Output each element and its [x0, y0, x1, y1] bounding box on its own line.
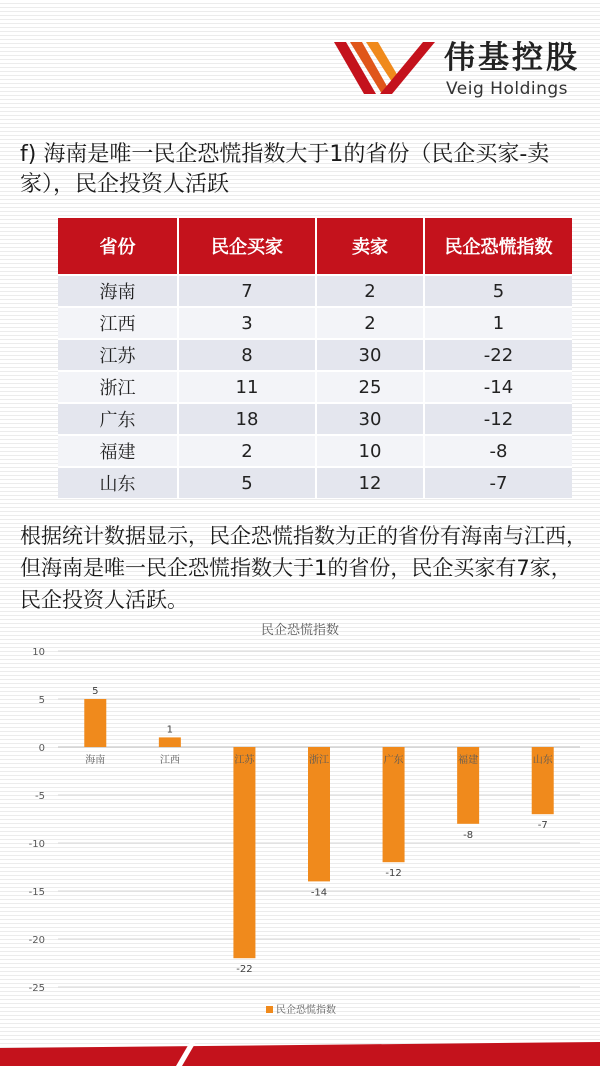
table-cell: 25 [316, 371, 424, 403]
bar [84, 699, 106, 747]
category-label: 江西 [159, 755, 180, 766]
y-tick-label: -10 [28, 839, 45, 850]
category-label: 海南 [85, 755, 106, 766]
table-cell: 福建 [58, 435, 178, 467]
y-tick-label: -25 [28, 983, 45, 994]
brand-name-en: Veig Holdings [446, 79, 569, 99]
category-label: 广东 [383, 755, 404, 766]
bar [308, 747, 330, 881]
table-cell: 5 [178, 467, 316, 498]
table-cell: 3 [178, 307, 316, 339]
legend-label: 民企恐慌指数 [276, 1005, 336, 1016]
y-tick-label: -5 [35, 791, 45, 802]
table-cell: 山东 [58, 467, 178, 498]
table-row [58, 435, 572, 467]
table-cell: 江西 [58, 307, 178, 339]
chart-bars [84, 699, 553, 958]
panic-index-chart [0, 612, 600, 1032]
category-label: 江苏 [234, 755, 255, 766]
veig-logo-icon [332, 38, 437, 96]
table-cell: 浙江 [58, 371, 178, 403]
table-cell: 18 [178, 403, 316, 435]
chart-category-labels [85, 753, 552, 766]
column-header: 民企恐慌指数 [424, 218, 572, 275]
data-label: -7 [537, 820, 548, 832]
table-cell: 5 [424, 275, 572, 307]
section-heading: f) 海南是唯一民企恐慌指数大于1的省份（民企买家-卖家），民企投资人活跃 [20, 142, 550, 197]
table-cell: 11 [178, 371, 316, 403]
y-tick-label: 10 [32, 647, 45, 658]
y-tick-label: -15 [28, 887, 45, 898]
data-label: -22 [236, 964, 253, 976]
category-label: 浙江 [309, 755, 329, 766]
legend-swatch [266, 1006, 273, 1013]
table-cell: -14 [424, 371, 572, 403]
table-cell: 10 [316, 435, 424, 467]
data-label: -14 [310, 887, 328, 899]
table-cell: 海南 [58, 275, 178, 307]
table-row [58, 467, 572, 498]
table-cell: -7 [424, 467, 572, 498]
table-cell: -22 [424, 339, 572, 371]
category-label: 福建 [458, 755, 479, 766]
province-table [58, 218, 572, 498]
table-cell: 2 [316, 275, 424, 307]
footer-band [0, 1040, 600, 1066]
data-label: 5 [92, 686, 99, 697]
brand-name-cn: 伟基控股 [444, 40, 580, 76]
data-label: 1 [166, 724, 174, 736]
table-cell: 30 [316, 339, 424, 371]
table-cell: 1 [424, 307, 572, 339]
brand-logo [332, 38, 592, 102]
table-row [58, 307, 572, 339]
table-cell: 7 [178, 275, 316, 307]
category-label: 山东 [532, 755, 553, 766]
table-cell: 30 [316, 403, 424, 435]
chart-legend [266, 1003, 336, 1016]
y-tick-label: 5 [38, 695, 45, 706]
table-row [58, 403, 572, 435]
table-cell: 12 [316, 467, 424, 498]
data-label: -8 [463, 829, 474, 841]
column-header: 民企买家 [178, 218, 316, 275]
table-cell: 江苏 [58, 339, 178, 371]
summary-paragraph: 根据统计数据显示，民企恐慌指数为正的省份有海南与江西，但海南是唯一民企恐慌指数大于1的省份，民企买家有7家，民企投资人活跃。 [20, 524, 587, 612]
table-cell: 2 [316, 307, 424, 339]
y-tick-label: 0 [38, 743, 45, 754]
bar [233, 747, 255, 958]
table-row [58, 339, 572, 371]
table-row [58, 275, 572, 307]
table-cell: 8 [178, 339, 316, 371]
bar-chart-svg [0, 612, 600, 1032]
table-cell: 广东 [58, 403, 178, 435]
chart-title: 民企恐慌指数 [260, 623, 340, 638]
table-header-row [58, 218, 572, 275]
column-header: 卖家 [316, 218, 424, 275]
table-cell: -8 [424, 435, 572, 467]
y-tick-label: -20 [28, 935, 45, 946]
data-label: -12 [385, 868, 402, 880]
column-header: 省份 [58, 218, 178, 275]
table-cell: 2 [178, 435, 316, 467]
bar [159, 737, 181, 747]
table-row [58, 371, 572, 403]
chart-y-axis [29, 647, 45, 994]
table-cell: -12 [424, 403, 572, 435]
